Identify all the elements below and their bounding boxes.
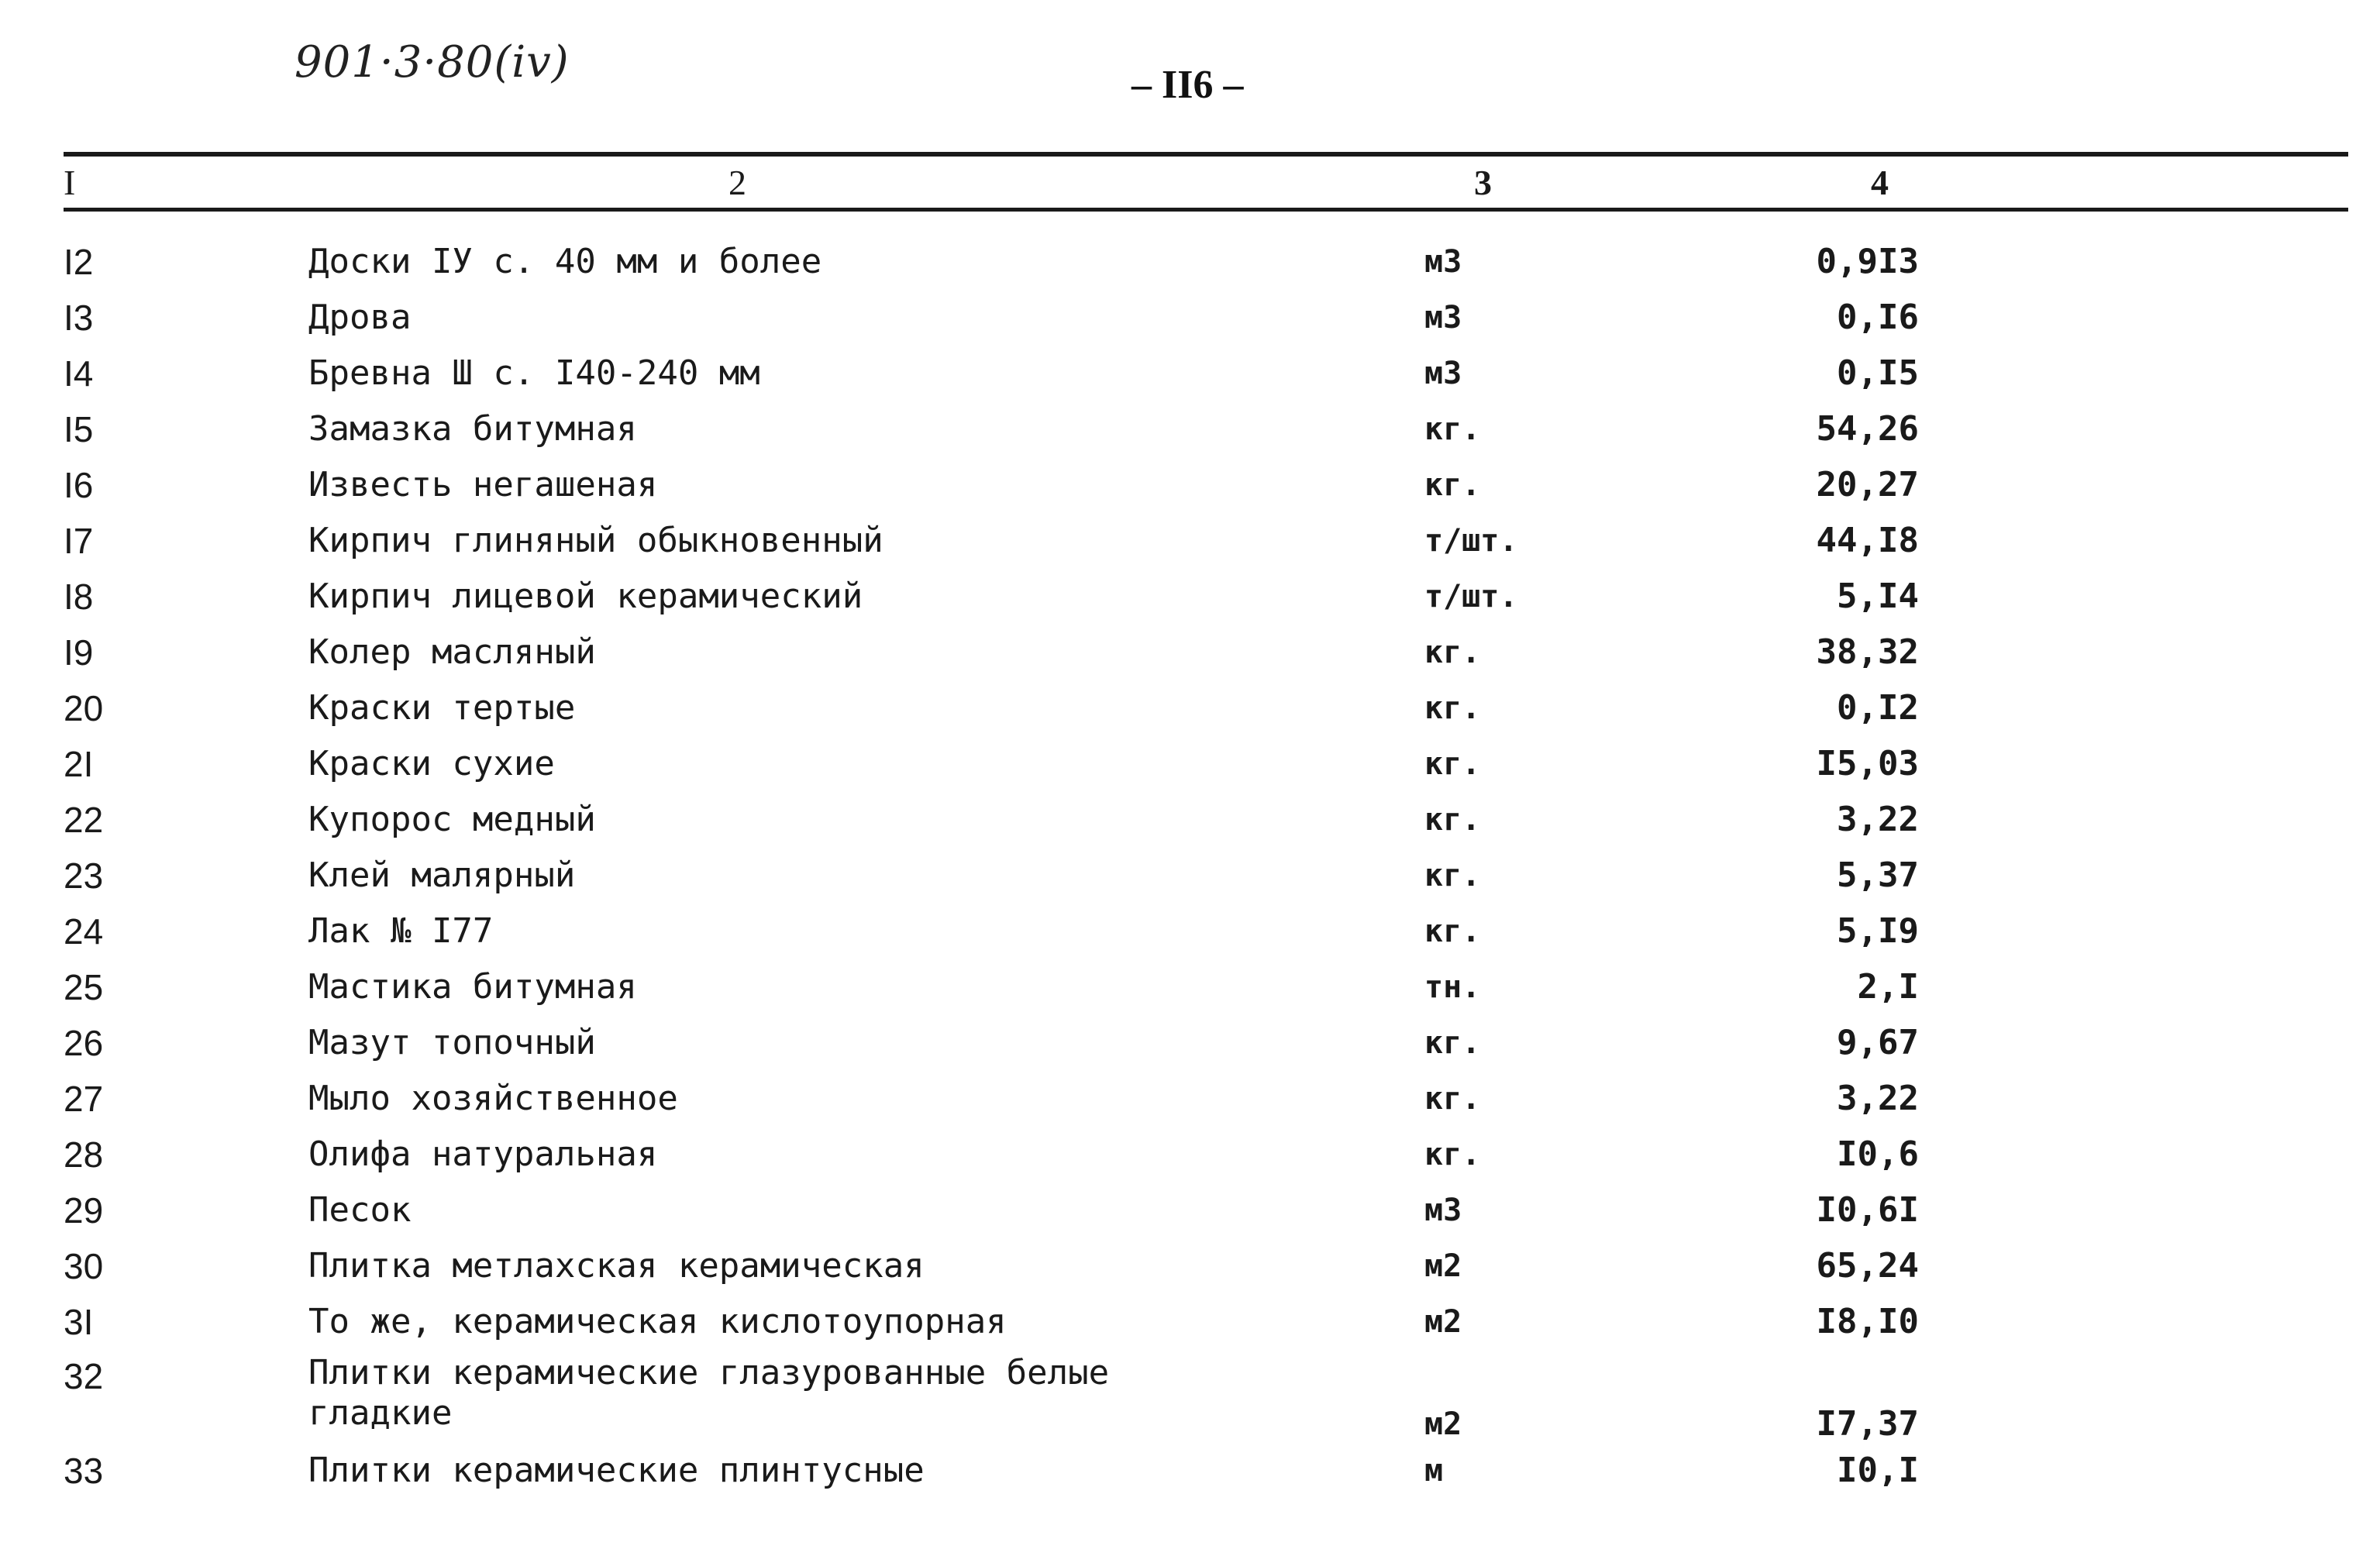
quantity: 3,22 [1837, 800, 1919, 839]
row-number: I3 [64, 298, 94, 338]
unit: м2 [1424, 1248, 1462, 1284]
unit: кг. [1424, 858, 1481, 893]
material-name: Колер масляный [308, 632, 596, 672]
material-name: Мазут топочный [308, 1023, 596, 1062]
unit: кг. [1424, 1137, 1481, 1172]
material-name: Купорос медный [308, 800, 596, 839]
quantity: 38,32 [1816, 632, 1919, 672]
table-row [0, 406, 2380, 453]
unit: м3 [1424, 244, 1462, 280]
material-name: Мастика битумная [308, 967, 637, 1007]
table-row [0, 1187, 2380, 1234]
quantity: 5,37 [1837, 855, 1919, 895]
table-row [0, 1448, 2380, 1494]
quantity: 65,24 [1816, 1246, 1919, 1286]
table-row [0, 908, 2380, 955]
quantity: 44,I8 [1816, 521, 1919, 560]
unit: кг. [1424, 467, 1481, 503]
table-row [0, 573, 2380, 620]
table-row [0, 1076, 2380, 1122]
table-row [0, 1353, 2380, 1446]
table-row [0, 685, 2380, 732]
material-name: Олифа натуральная [308, 1134, 658, 1174]
unit: м3 [1424, 1193, 1462, 1228]
unit: м3 [1424, 300, 1462, 336]
row-number: I4 [64, 353, 94, 394]
row-number: 30 [64, 1246, 104, 1286]
unit: м3 [1424, 356, 1462, 391]
table-row [0, 1020, 2380, 1066]
table-row [0, 294, 2380, 341]
unit: кг. [1424, 1025, 1481, 1061]
table-row [0, 1243, 2380, 1289]
unit: кг. [1424, 1081, 1481, 1117]
quantity: 0,I2 [1837, 688, 1919, 728]
row-number: 2I [64, 744, 94, 784]
material-name: То же, керамическая кислотоупорная [308, 1302, 1007, 1341]
unit: т/шт. [1424, 523, 1518, 559]
row-number: I5 [64, 409, 94, 449]
unit: м [1424, 1453, 1444, 1489]
material-name: Клей малярный [308, 855, 576, 895]
material-name: Плитки керамические плинтусные [308, 1451, 925, 1490]
table-row [0, 629, 2380, 676]
material-name: Мыло хозяйственное [308, 1079, 678, 1118]
quantity: 54,26 [1816, 409, 1919, 449]
row-number: I9 [64, 632, 94, 673]
unit: кг. [1424, 690, 1481, 726]
material-name: Известь негашеная [308, 465, 658, 504]
header-col-3: 3 [1474, 163, 1492, 202]
table-row [0, 239, 2380, 285]
quantity: I0,6I [1816, 1190, 1919, 1230]
quantity: 5,I4 [1837, 577, 1919, 616]
material-name: Доски IУ с. 40 мм и более [308, 242, 822, 281]
unit: кг. [1424, 411, 1481, 447]
row-number: 3I [64, 1302, 94, 1342]
header-col-4: 4 [1871, 163, 1889, 202]
table-header [0, 160, 2380, 206]
row-number: 27 [64, 1079, 104, 1119]
table-row [0, 852, 2380, 899]
quantity: 9,67 [1837, 1023, 1919, 1062]
table-row [0, 741, 2380, 787]
material-name: Краски сухие [308, 744, 555, 783]
material-name: Кирпич лицевой керамический [308, 577, 863, 616]
quantity: I0,6 [1837, 1134, 1919, 1174]
unit: кг. [1424, 635, 1481, 670]
unit: кг. [1424, 802, 1481, 838]
row-number: 26 [64, 1023, 104, 1063]
table-row [0, 518, 2380, 564]
unit: кг. [1424, 914, 1481, 949]
page-number: – II6 – [1131, 63, 1244, 107]
row-number: I2 [64, 242, 94, 282]
row-number: 25 [64, 967, 104, 1007]
unit: м2 [1424, 1304, 1462, 1340]
table-top-rule [64, 152, 2348, 157]
header-col-2: 2 [728, 163, 746, 202]
row-number: 28 [64, 1134, 104, 1175]
row-number: 32 [64, 1356, 104, 1396]
material-name: Краски тертые [308, 688, 576, 728]
quantity: 20,27 [1816, 465, 1919, 504]
quantity: 0,9I3 [1816, 242, 1919, 281]
quantity: I5,03 [1816, 744, 1919, 783]
material-name: Лак № I77 [308, 911, 494, 951]
material-name-line-1: Плитки керамические глазурованные белые [308, 1353, 1110, 1392]
material-name: Дрова [308, 298, 412, 337]
material-name-line-2: гладкие [308, 1393, 453, 1433]
table-row [0, 1299, 2380, 1345]
header-col-1: I [64, 163, 76, 202]
row-number: 33 [64, 1451, 104, 1491]
quantity: 5,I9 [1837, 911, 1919, 951]
material-name: Плитка метлахская керамическая [308, 1246, 925, 1286]
quantity: I8,I0 [1816, 1302, 1919, 1341]
quantity: 0,I5 [1837, 353, 1919, 393]
row-number: I8 [64, 577, 94, 617]
quantity: I7,37 [1816, 1404, 1919, 1444]
unit: тн. [1424, 969, 1481, 1005]
row-number: I7 [64, 521, 94, 561]
row-number: 24 [64, 911, 104, 952]
quantity: 2,I [1857, 967, 1919, 1007]
quantity: I0,I [1837, 1451, 1919, 1490]
table-row [0, 797, 2380, 843]
unit: кг. [1424, 746, 1481, 782]
material-name: Песок [308, 1190, 412, 1230]
header-bottom-rule [64, 208, 2348, 212]
row-number: 22 [64, 800, 104, 840]
table-row [0, 1131, 2380, 1178]
material-name: Замазка битумная [308, 409, 637, 449]
quantity: 3,22 [1837, 1079, 1919, 1118]
row-number: 29 [64, 1190, 104, 1231]
table-row [0, 462, 2380, 508]
unit: м2 [1424, 1406, 1462, 1442]
row-number: 20 [64, 688, 104, 728]
table-row [0, 964, 2380, 1010]
table-row [0, 350, 2380, 397]
quantity: 0,I6 [1837, 298, 1919, 337]
material-name: Бревна Ш с. I40-240 мм [308, 353, 760, 393]
document-code: 901·3·80(iv) [294, 37, 570, 88]
material-name [308, 1353, 1109, 1434]
row-number: I6 [64, 465, 94, 505]
unit: т/шт. [1424, 579, 1518, 614]
material-name: Кирпич глиняный обыкновенный [308, 521, 883, 560]
row-number: 23 [64, 855, 104, 896]
